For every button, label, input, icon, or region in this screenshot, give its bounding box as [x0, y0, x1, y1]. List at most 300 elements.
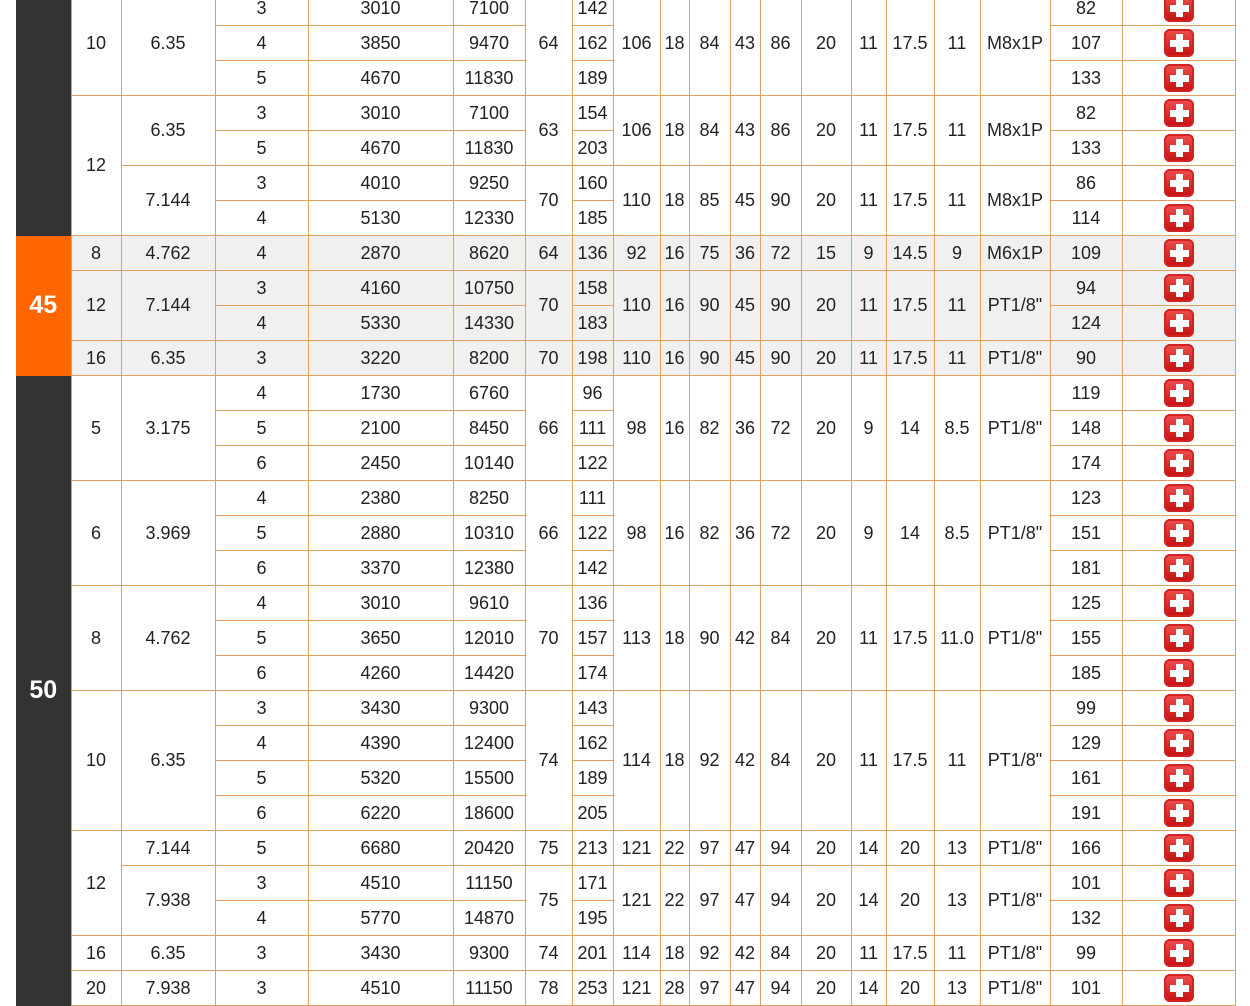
cell-spec-g: 122: [572, 516, 613, 551]
cart-cell: [1122, 0, 1235, 26]
cell-spec-c: 4: [215, 26, 308, 61]
add-to-cart-icon[interactable]: [1164, 589, 1194, 617]
add-to-cart-icon[interactable]: [1164, 449, 1194, 477]
cart-cell: [1122, 271, 1235, 306]
cell-spec-g: 143: [572, 691, 613, 726]
cell-spec-d: 3850: [308, 26, 453, 61]
add-to-cart-icon[interactable]: [1164, 99, 1194, 127]
cell-spec-e: 7100: [453, 0, 525, 26]
add-to-cart-icon[interactable]: [1164, 519, 1194, 547]
cell-spec-p: 8.5: [934, 376, 980, 481]
cell-spec-i: 16: [660, 481, 689, 586]
cell-spec-d: 4260: [308, 656, 453, 691]
cell-spec-c: 6: [215, 551, 308, 586]
cell-spec-c: 5: [215, 516, 308, 551]
cell-spec-c: 5: [215, 831, 308, 866]
cell-spec-n: 9: [851, 376, 886, 481]
cell-spec-r: 161: [1050, 761, 1122, 796]
cell-spec-r: 148: [1050, 411, 1122, 446]
cell-spec-l: 94: [760, 831, 801, 866]
cell-spec-n: 11: [851, 341, 886, 376]
cell-spec-k: 42: [730, 691, 760, 831]
cell-spec-r: 191: [1050, 796, 1122, 831]
cell-spec-k: 36: [730, 376, 760, 481]
cell-spec-i: 18: [660, 96, 689, 166]
table-row: [16, 936, 1235, 971]
cell-spec-g: 171: [572, 866, 613, 901]
cell-spec-e: 11150: [453, 971, 525, 1006]
cell-spec-a: 6: [71, 481, 121, 586]
add-to-cart-icon[interactable]: [1164, 799, 1194, 827]
cell-spec-g: 111: [572, 481, 613, 516]
cell-spec-o: 17.5: [886, 0, 934, 96]
cart-cell: [1122, 761, 1235, 796]
cell-spec-c: 5: [215, 131, 308, 166]
cell-spec-h: 110: [613, 166, 660, 236]
cell-spec-q: PT1/8": [980, 481, 1050, 586]
cell-spec-g: 198: [572, 341, 613, 376]
cart-cell: [1122, 831, 1235, 866]
cell-spec-h: 113: [613, 586, 660, 691]
cell-spec-g: 189: [572, 61, 613, 96]
cell-spec-m: 20: [801, 481, 851, 586]
add-to-cart-icon[interactable]: [1164, 974, 1194, 1002]
cell-spec-o: 17.5: [886, 586, 934, 691]
cell-spec-i: 28: [660, 971, 689, 1006]
cell-spec-e: 9250: [453, 166, 525, 201]
cell-spec-a: 5: [71, 376, 121, 481]
cart-cell: [1122, 411, 1235, 446]
add-to-cart-icon[interactable]: [1164, 274, 1194, 302]
add-to-cart-icon[interactable]: [1164, 484, 1194, 512]
cart-cell: [1122, 621, 1235, 656]
cart-cell: [1122, 166, 1235, 201]
cell-spec-o: 14.5: [886, 236, 934, 271]
cell-spec-e: 9610: [453, 586, 525, 621]
table-row: [16, 0, 1235, 26]
cart-cell: [1122, 971, 1235, 1006]
cell-spec-c: 3: [215, 866, 308, 901]
cell-spec-h: 121: [613, 831, 660, 866]
cell-spec-e: 10140: [453, 446, 525, 481]
cell-spec-d: 5320: [308, 761, 453, 796]
cell-spec-k: 36: [730, 236, 760, 271]
cell-spec-k: 42: [730, 586, 760, 691]
add-to-cart-icon[interactable]: [1164, 169, 1194, 197]
cell-spec-r: 86: [1050, 166, 1122, 201]
cell-spec-c: 3: [215, 96, 308, 131]
cell-spec-f: 64: [525, 0, 572, 96]
cell-spec-q: PT1/8": [980, 831, 1050, 866]
group-label: 45: [16, 236, 71, 376]
add-to-cart-icon[interactable]: [1164, 904, 1194, 932]
cell-spec-d: 3010: [308, 0, 453, 26]
cell-spec-j: 97: [689, 971, 730, 1006]
cell-spec-f: 70: [525, 341, 572, 376]
cell-spec-d: 6220: [308, 796, 453, 831]
cell-spec-a: 12: [71, 271, 121, 341]
cart-cell: [1122, 201, 1235, 236]
cell-spec-k: 43: [730, 0, 760, 96]
cell-spec-d: 3010: [308, 586, 453, 621]
cell-spec-d: 2880: [308, 516, 453, 551]
table-row: [16, 971, 1235, 1006]
cell-spec-q: M8x1P: [980, 166, 1050, 236]
cell-spec-c: 4: [215, 586, 308, 621]
cell-spec-a: 20: [71, 971, 121, 1006]
add-to-cart-icon[interactable]: [1164, 624, 1194, 652]
cell-spec-e: 12010: [453, 621, 525, 656]
cell-spec-j: 97: [689, 866, 730, 936]
cell-spec-j: 82: [689, 376, 730, 481]
cell-spec-e: 14420: [453, 656, 525, 691]
cell-spec-k: 43: [730, 96, 760, 166]
add-to-cart-icon[interactable]: [1164, 309, 1194, 337]
cart-cell: [1122, 26, 1235, 61]
add-to-cart-icon[interactable]: [1164, 729, 1194, 757]
cell-spec-g: 183: [572, 306, 613, 341]
cell-spec-p: 8.5: [934, 481, 980, 586]
cell-spec-g: 158: [572, 271, 613, 306]
table-row: [16, 96, 1235, 131]
cell-spec-l: 86: [760, 96, 801, 166]
cell-spec-g: 213: [572, 831, 613, 866]
cell-spec-q: PT1/8": [980, 936, 1050, 971]
cell-spec-c: 4: [215, 236, 308, 271]
cell-spec-e: 9470: [453, 26, 525, 61]
cell-spec-a: 10: [71, 0, 121, 96]
cell-spec-g: 162: [572, 26, 613, 61]
cell-spec-c: 3: [215, 271, 308, 306]
cell-spec-b: 6.35: [121, 341, 215, 376]
table-row: [16, 271, 1235, 306]
cell-spec-p: 11: [934, 691, 980, 831]
add-to-cart-icon[interactable]: [1164, 344, 1194, 372]
cell-spec-m: 20: [801, 96, 851, 166]
cell-spec-r: 125: [1050, 586, 1122, 621]
cell-spec-c: 6: [215, 446, 308, 481]
cell-spec-l: 84: [760, 691, 801, 831]
cell-spec-o: 20: [886, 831, 934, 866]
cart-cell: [1122, 656, 1235, 691]
add-to-cart-icon[interactable]: [1164, 764, 1194, 792]
cart-cell: [1122, 726, 1235, 761]
cell-spec-q: PT1/8": [980, 691, 1050, 831]
cell-spec-i: 16: [660, 236, 689, 271]
cell-spec-a: 16: [71, 341, 121, 376]
cell-spec-e: 11150: [453, 866, 525, 901]
cell-spec-j: 85: [689, 166, 730, 236]
cell-spec-g: 205: [572, 796, 613, 831]
cell-spec-c: 5: [215, 621, 308, 656]
cell-spec-c: 6: [215, 796, 308, 831]
cell-spec-d: 2100: [308, 411, 453, 446]
cell-spec-e: 10750: [453, 271, 525, 306]
cell-spec-j: 84: [689, 96, 730, 166]
cell-spec-g: 142: [572, 551, 613, 586]
cell-spec-f: 70: [525, 586, 572, 691]
cell-spec-r: 123: [1050, 481, 1122, 516]
cell-spec-b: 3.969: [121, 481, 215, 586]
cell-spec-j: 92: [689, 691, 730, 831]
cell-spec-r: 114: [1050, 201, 1122, 236]
product-spec-table: [16, 0, 1236, 1006]
cell-spec-d: 2870: [308, 236, 453, 271]
cell-spec-e: 11830: [453, 61, 525, 96]
table-row: [16, 166, 1235, 201]
cell-spec-l: 90: [760, 166, 801, 236]
cell-spec-d: 3650: [308, 621, 453, 656]
cell-spec-i: 16: [660, 341, 689, 376]
cell-spec-e: 15500: [453, 761, 525, 796]
cell-spec-e: 9300: [453, 936, 525, 971]
cell-spec-l: 94: [760, 971, 801, 1006]
cell-spec-d: 3430: [308, 936, 453, 971]
cell-spec-m: 20: [801, 586, 851, 691]
cell-spec-h: 114: [613, 691, 660, 831]
table-row: [16, 691, 1235, 726]
add-to-cart-icon[interactable]: [1164, 204, 1194, 232]
cell-spec-g: 253: [572, 971, 613, 1006]
cell-spec-r: 151: [1050, 516, 1122, 551]
cart-cell: [1122, 516, 1235, 551]
cell-spec-j: 84: [689, 0, 730, 96]
cell-spec-p: 11: [934, 0, 980, 96]
cell-spec-m: 20: [801, 691, 851, 831]
cell-spec-d: 2380: [308, 481, 453, 516]
cell-spec-c: 3: [215, 971, 308, 1006]
cell-spec-r: 181: [1050, 551, 1122, 586]
cell-spec-q: PT1/8": [980, 586, 1050, 691]
cell-spec-d: 4510: [308, 971, 453, 1006]
cell-spec-d: 3220: [308, 341, 453, 376]
cell-spec-r: 185: [1050, 656, 1122, 691]
cell-spec-g: 122: [572, 446, 613, 481]
cell-spec-c: 5: [215, 761, 308, 796]
add-to-cart-icon[interactable]: [1164, 694, 1194, 722]
cell-spec-d: 5770: [308, 901, 453, 936]
cell-spec-f: 66: [525, 376, 572, 481]
cell-spec-k: 47: [730, 831, 760, 866]
cell-spec-n: 9: [851, 236, 886, 271]
cell-spec-f: 63: [525, 96, 572, 166]
cell-spec-n: 9: [851, 481, 886, 586]
cell-spec-h: 98: [613, 376, 660, 481]
cell-spec-d: 5330: [308, 306, 453, 341]
add-to-cart-icon[interactable]: [1164, 134, 1194, 162]
add-to-cart-icon[interactable]: [1164, 869, 1194, 897]
cell-spec-a: 12: [71, 831, 121, 936]
cell-spec-l: 94: [760, 866, 801, 936]
cell-spec-b: 6.35: [121, 96, 215, 166]
cell-spec-n: 11: [851, 691, 886, 831]
cell-spec-q: PT1/8": [980, 971, 1050, 1006]
cell-spec-o: 20: [886, 971, 934, 1006]
cell-spec-a: 10: [71, 691, 121, 831]
cell-spec-i: 18: [660, 936, 689, 971]
cell-spec-r: 132: [1050, 901, 1122, 936]
cell-spec-p: 9: [934, 236, 980, 271]
product-spec-table-container: [16, 0, 1235, 1006]
cell-spec-h: 121: [613, 971, 660, 1006]
cell-spec-b: 7.144: [121, 831, 215, 866]
add-to-cart-icon[interactable]: [1164, 239, 1194, 267]
cell-spec-j: 90: [689, 341, 730, 376]
add-to-cart-icon[interactable]: [1164, 29, 1194, 57]
cell-spec-r: 101: [1050, 866, 1122, 901]
cart-cell: [1122, 866, 1235, 901]
cell-spec-b: 4.762: [121, 236, 215, 271]
cell-spec-f: 75: [525, 866, 572, 936]
cell-spec-d: 3370: [308, 551, 453, 586]
cell-spec-b: 6.35: [121, 0, 215, 96]
cell-spec-p: 13: [934, 831, 980, 866]
cell-spec-q: PT1/8": [980, 866, 1050, 936]
add-to-cart-icon[interactable]: [1164, 659, 1194, 687]
cell-spec-d: 2450: [308, 446, 453, 481]
cart-cell: [1122, 481, 1235, 516]
cell-spec-o: 20: [886, 866, 934, 936]
cell-spec-f: 74: [525, 691, 572, 831]
table-row: [16, 866, 1235, 901]
cell-spec-d: 4510: [308, 866, 453, 901]
cart-cell: [1122, 901, 1235, 936]
cell-spec-o: 17.5: [886, 936, 934, 971]
cell-spec-d: 3010: [308, 96, 453, 131]
cell-spec-h: 121: [613, 866, 660, 936]
cell-spec-c: 4: [215, 306, 308, 341]
cell-spec-f: 64: [525, 236, 572, 271]
cell-spec-c: 5: [215, 411, 308, 446]
cell-spec-h: 110: [613, 341, 660, 376]
cart-cell: [1122, 341, 1235, 376]
cell-spec-k: 47: [730, 971, 760, 1006]
cell-spec-n: 11: [851, 0, 886, 96]
cell-spec-r: 107: [1050, 26, 1122, 61]
cell-spec-h: 92: [613, 236, 660, 271]
cell-spec-n: 14: [851, 971, 886, 1006]
cell-spec-n: 14: [851, 866, 886, 936]
cell-spec-b: 3.175: [121, 376, 215, 481]
cell-spec-c: 3: [215, 0, 308, 26]
cell-spec-c: 4: [215, 901, 308, 936]
cell-spec-m: 20: [801, 341, 851, 376]
cell-spec-k: 42: [730, 936, 760, 971]
add-to-cart-icon[interactable]: [1164, 834, 1194, 862]
table-row: [16, 831, 1235, 866]
cell-spec-c: 4: [215, 481, 308, 516]
add-to-cart-icon[interactable]: [1164, 939, 1194, 967]
add-to-cart-icon[interactable]: [1164, 64, 1194, 92]
cell-spec-l: 84: [760, 936, 801, 971]
cell-spec-b: 6.35: [121, 936, 215, 971]
cell-spec-e: 10310: [453, 516, 525, 551]
cell-spec-g: 157: [572, 621, 613, 656]
cell-spec-i: 18: [660, 691, 689, 831]
cart-cell: [1122, 586, 1235, 621]
cell-spec-e: 6760: [453, 376, 525, 411]
cell-spec-r: 90: [1050, 341, 1122, 376]
cell-spec-i: 18: [660, 166, 689, 236]
cell-spec-n: 11: [851, 936, 886, 971]
cell-spec-l: 72: [760, 236, 801, 271]
cell-spec-p: 13: [934, 971, 980, 1006]
cell-spec-d: 4010: [308, 166, 453, 201]
cell-spec-p: 11: [934, 271, 980, 341]
cell-spec-i: 16: [660, 271, 689, 341]
cart-cell: [1122, 936, 1235, 971]
cell-spec-g: 136: [572, 586, 613, 621]
cell-spec-r: 133: [1050, 131, 1122, 166]
group-label: [16, 0, 71, 236]
cell-spec-r: 119: [1050, 376, 1122, 411]
cell-spec-r: 174: [1050, 446, 1122, 481]
table-row: [16, 376, 1235, 411]
cell-spec-g: 136: [572, 236, 613, 271]
cell-spec-p: 11: [934, 166, 980, 236]
cell-spec-c: 4: [215, 201, 308, 236]
cell-spec-q: M8x1P: [980, 96, 1050, 166]
table-row: [16, 586, 1235, 621]
cell-spec-r: 155: [1050, 621, 1122, 656]
cell-spec-h: 114: [613, 936, 660, 971]
cell-spec-m: 20: [801, 166, 851, 236]
cart-cell: [1122, 61, 1235, 96]
cell-spec-e: 14870: [453, 901, 525, 936]
cell-spec-e: 8250: [453, 481, 525, 516]
add-to-cart-icon[interactable]: [1164, 414, 1194, 442]
cell-spec-q: M6x1P: [980, 236, 1050, 271]
add-to-cart-icon[interactable]: [1164, 379, 1194, 407]
cell-spec-f: 75: [525, 831, 572, 866]
cell-spec-b: 7.144: [121, 271, 215, 341]
cell-spec-r: 101: [1050, 971, 1122, 1006]
cell-spec-h: 98: [613, 481, 660, 586]
cell-spec-j: 92: [689, 936, 730, 971]
cell-spec-q: M8x1P: [980, 0, 1050, 96]
cell-spec-j: 75: [689, 236, 730, 271]
cell-spec-d: 4160: [308, 271, 453, 306]
cell-spec-e: 11830: [453, 131, 525, 166]
cell-spec-e: 12400: [453, 726, 525, 761]
cell-spec-o: 14: [886, 376, 934, 481]
cell-spec-o: 17.5: [886, 96, 934, 166]
cell-spec-o: 17.5: [886, 166, 934, 236]
cell-spec-i: 16: [660, 376, 689, 481]
cell-spec-m: 20: [801, 831, 851, 866]
cell-spec-h: 106: [613, 0, 660, 96]
add-to-cart-icon[interactable]: [1164, 554, 1194, 582]
cart-cell: [1122, 96, 1235, 131]
cell-spec-d: 3430: [308, 691, 453, 726]
cell-spec-i: 22: [660, 866, 689, 936]
cell-spec-p: 11: [934, 936, 980, 971]
cell-spec-r: 82: [1050, 0, 1122, 26]
cart-cell: [1122, 446, 1235, 481]
cell-spec-l: 72: [760, 481, 801, 586]
cell-spec-c: 4: [215, 726, 308, 761]
add-to-cart-icon[interactable]: [1164, 0, 1194, 22]
table-body: [16, 0, 1235, 1006]
cell-spec-m: 20: [801, 866, 851, 936]
cell-spec-e: 8450: [453, 411, 525, 446]
cell-spec-e: 7100: [453, 96, 525, 131]
table-row: [16, 481, 1235, 516]
cell-spec-f: 78: [525, 971, 572, 1006]
cell-spec-o: 17.5: [886, 691, 934, 831]
cell-spec-o: 17.5: [886, 271, 934, 341]
cell-spec-e: 18600: [453, 796, 525, 831]
